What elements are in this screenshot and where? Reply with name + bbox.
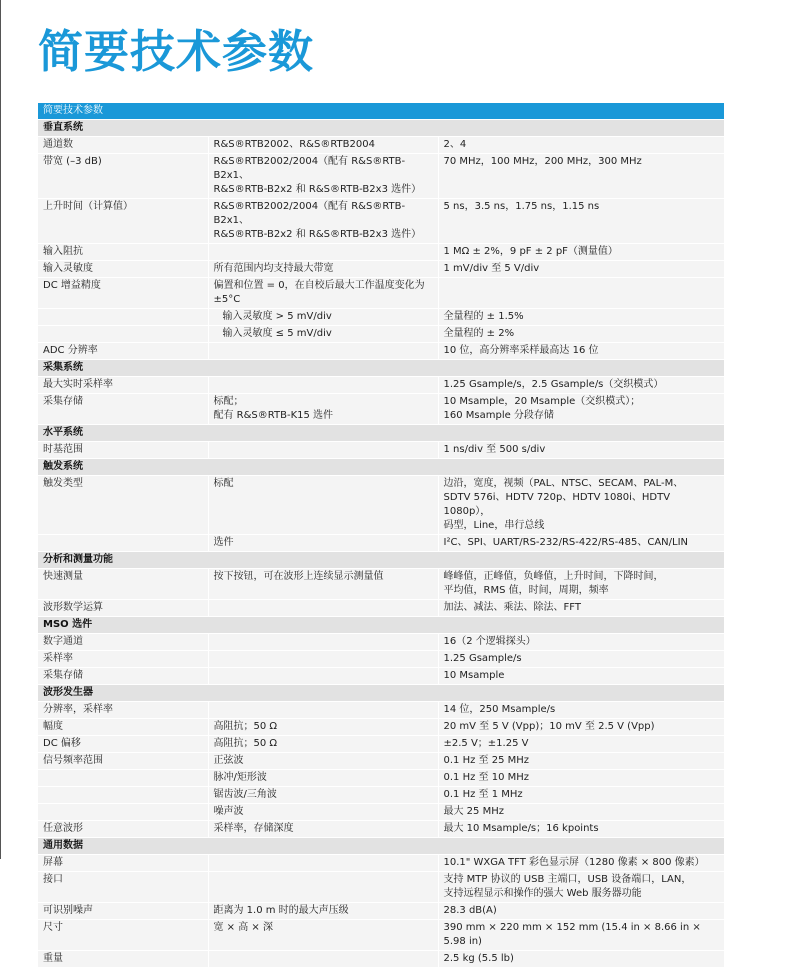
spec-parameter: [38, 804, 208, 821]
section-title: 垂直系统: [38, 120, 724, 137]
spec-value: 1.25 Gsample/s，2.5 Gsample/s（交织模式）: [438, 377, 724, 394]
section-title: 触发系统: [38, 459, 724, 476]
spec-row: [38, 199, 724, 244]
spec-row: [38, 326, 724, 343]
spec-value: 20 mV 至 5 V (Vpp)；10 mV 至 2.5 V (Vpp): [438, 719, 724, 736]
spec-value: 14 位，250 Msample/s: [438, 702, 724, 719]
spec-parameter: DC 偏移: [38, 736, 208, 753]
spec-condition: 标配； 配有 R&S®RTB-K15 选件: [208, 394, 438, 425]
spec-value: 2、4: [438, 137, 724, 154]
spec-parameter: [38, 770, 208, 787]
spec-row: [38, 770, 724, 787]
spec-value: 10.1" WXGA TFT 彩色显示屏（1280 像素 × 800 像素）: [438, 855, 724, 872]
spec-condition: 偏置和位置 = 0，在自校后最大工作温度变化为 ±5°C: [208, 278, 438, 309]
spec-row: [38, 903, 724, 920]
section-header-row: [38, 838, 724, 855]
spec-condition: R&S®RTB2002/2004（配有 R&S®RTB-B2x1、 R&S®RTB-B2x2 和 R&S®RTB-B2x3 选件）: [208, 154, 438, 199]
spec-value: [438, 278, 724, 309]
spec-row: [38, 261, 724, 278]
spec-condition: [208, 244, 438, 261]
spec-row: [38, 668, 724, 685]
spec-value: 加法、减法、乘法、除法、FFT: [438, 600, 724, 617]
spec-value: 1 MΩ ± 2%，9 pF ± 2 pF（测量值）: [438, 244, 724, 261]
spec-condition: [208, 668, 438, 685]
section-title: MSO 选件: [38, 617, 724, 634]
spec-value: 最大 25 MHz: [438, 804, 724, 821]
spec-condition: 所有范围内均支持最大带宽: [208, 261, 438, 278]
spec-value: 0.1 Hz 至 10 MHz: [438, 770, 724, 787]
spec-condition: [208, 951, 438, 968]
spec-condition: [208, 377, 438, 394]
spec-value: 390 mm × 220 mm × 152 mm (15.4 in × 8.66 in × 5.98 in): [438, 920, 724, 951]
spec-parameter: 接口: [38, 872, 208, 903]
spec-condition: [208, 442, 438, 459]
spec-value: 70 MHz，100 MHz，200 MHz，300 MHz: [438, 154, 724, 199]
section-header-row: [38, 360, 724, 377]
spec-condition: 宽 × 高 × 深: [208, 920, 438, 951]
spec-condition: 选件: [208, 535, 438, 552]
section-title: 波形发生器: [38, 685, 724, 702]
spec-value: 16（2 个逻辑探头）: [438, 634, 724, 651]
spec-row: [38, 787, 724, 804]
spec-row: [38, 137, 724, 154]
spec-condition: [208, 343, 438, 360]
spec-parameter: 采集存储: [38, 668, 208, 685]
spec-parameter: 重量: [38, 951, 208, 968]
spec-value: 2.5 kg (5.5 lb): [438, 951, 724, 968]
spec-condition: 高阻抗；50 Ω: [208, 736, 438, 753]
spec-parameter: 采样率: [38, 651, 208, 668]
spec-row: [38, 634, 724, 651]
spec-parameter: 幅度: [38, 719, 208, 736]
spec-parameter: 数字通道: [38, 634, 208, 651]
spec-condition: 采样率，存储深度: [208, 821, 438, 838]
section-header-row: [38, 685, 724, 702]
spec-value: 最大 10 Msample/s；16 kpoints: [438, 821, 724, 838]
spec-condition: 脉冲/矩形波: [208, 770, 438, 787]
spec-condition: 输入灵敏度 > 5 mV/div: [208, 309, 438, 326]
section-title: 通用数据: [38, 838, 724, 855]
spec-row: [38, 309, 724, 326]
spec-value: 全量程的 ± 1.5%: [438, 309, 724, 326]
spec-value: 28.3 dB(A): [438, 903, 724, 920]
left-margin-rule: [0, 0, 1, 859]
spec-value: ±2.5 V；±1.25 V: [438, 736, 724, 753]
section-header-row: [38, 552, 724, 569]
spec-row: [38, 872, 724, 903]
spec-row: [38, 736, 724, 753]
spec-value: 支持 MTP 协议的 USB 主端口，USB 设备端口，LAN， 支持远程显示和操作的强大 Web 服务器功能: [438, 872, 724, 903]
spec-parameter: 时基范围: [38, 442, 208, 459]
spec-condition: 锯齿波/三角波: [208, 787, 438, 804]
spec-parameter: 可识别噪声: [38, 903, 208, 920]
spec-value: 10 Msample: [438, 668, 724, 685]
spec-row: [38, 278, 724, 309]
spec-row: [38, 651, 724, 668]
spec-condition: R&S®RTB2002/2004（配有 R&S®RTB-B2x1、 R&S®RTB-B2x2 和 R&S®RTB-B2x3 选件）: [208, 199, 438, 244]
spec-table-body: [38, 103, 724, 968]
spec-condition: 正弦波: [208, 753, 438, 770]
table-header-label: 简要技术参数: [38, 103, 724, 120]
spec-condition: 输入灵敏度 ≤ 5 mV/div: [208, 326, 438, 343]
spec-row: [38, 600, 724, 617]
spec-row: [38, 343, 724, 360]
spec-parameter: [38, 326, 208, 343]
section-title: 水平系统: [38, 425, 724, 442]
spec-parameter: 输入阻抗: [38, 244, 208, 261]
spec-condition: [208, 651, 438, 668]
spec-parameter: [38, 309, 208, 326]
spec-value: 全量程的 ± 2%: [438, 326, 724, 343]
spec-parameter: 带宽 (–3 dB): [38, 154, 208, 199]
spec-value: 边沿，宽度，视频（PAL、NTSC、SECAM、PAL-M、 SDTV 576i、HDTV 720p、HDTV 1080i、HDTV 1080p）， 码型，Line，串行总线: [438, 476, 724, 535]
spec-row: [38, 569, 724, 600]
section-title: 分析和测量功能: [38, 552, 724, 569]
spec-row: [38, 702, 724, 719]
spec-parameter: 波形数学运算: [38, 600, 208, 617]
spec-condition: [208, 702, 438, 719]
spec-parameter: [38, 787, 208, 804]
section-title: 采集系统: [38, 360, 724, 377]
spec-condition: 高阻抗；50 Ω: [208, 719, 438, 736]
spec-parameter: ADC 分辨率: [38, 343, 208, 360]
spec-condition: 距离为 1.0 m 时的最大声压级: [208, 903, 438, 920]
spec-value: 10 Msample，20 Msample（交织模式）； 160 Msample 分段存储: [438, 394, 724, 425]
spec-row: [38, 951, 724, 968]
spec-row: [38, 244, 724, 261]
spec-parameter: 输入灵敏度: [38, 261, 208, 278]
spec-condition: 按下按钮，可在波形上连续显示测量值: [208, 569, 438, 600]
spec-condition: R&S®RTB2002、R&S®RTB2004: [208, 137, 438, 154]
spec-condition: 标配: [208, 476, 438, 535]
spec-row: [38, 719, 724, 736]
spec-table: [38, 103, 724, 968]
spec-row: [38, 377, 724, 394]
spec-row: [38, 394, 724, 425]
section-header-row: [38, 459, 724, 476]
spec-condition: [208, 855, 438, 872]
spec-value: I²C、SPI、UART/RS-232/RS-422/RS-485、CAN/LIN: [438, 535, 724, 552]
spec-parameter: [38, 535, 208, 552]
spec-row: [38, 753, 724, 770]
spec-value: 1 ns/div 至 500 s/div: [438, 442, 724, 459]
spec-row: [38, 442, 724, 459]
spec-parameter: 尺寸: [38, 920, 208, 951]
spec-condition: [208, 872, 438, 903]
section-header-row: [38, 120, 724, 137]
spec-parameter: 采集存储: [38, 394, 208, 425]
spec-parameter: 信号频率范围: [38, 753, 208, 770]
table-header-row: [38, 103, 724, 120]
spec-condition: [208, 600, 438, 617]
spec-parameter: 上升时间（计算值）: [38, 199, 208, 244]
spec-row: [38, 920, 724, 951]
spec-row: [38, 476, 724, 535]
page-title: 简要技术参数: [38, 25, 315, 78]
spec-parameter: 快速测量: [38, 569, 208, 600]
spec-value: 1 mV/div 至 5 V/div: [438, 261, 724, 278]
spec-parameter: DC 增益精度: [38, 278, 208, 309]
spec-row: [38, 804, 724, 821]
section-header-row: [38, 617, 724, 634]
spec-row: [38, 821, 724, 838]
spec-row: [38, 535, 724, 552]
spec-parameter: 屏幕: [38, 855, 208, 872]
spec-parameter: 任意波形: [38, 821, 208, 838]
spec-parameter: 触发类型: [38, 476, 208, 535]
spec-condition: [208, 634, 438, 651]
spec-value: 0.1 Hz 至 25 MHz: [438, 753, 724, 770]
spec-parameter: 分辨率，采样率: [38, 702, 208, 719]
spec-parameter: 通道数: [38, 137, 208, 154]
spec-value: 10 位，高分辨率采样最高达 16 位: [438, 343, 724, 360]
spec-value: 0.1 Hz 至 1 MHz: [438, 787, 724, 804]
spec-row: [38, 855, 724, 872]
spec-parameter: 最大实时采样率: [38, 377, 208, 394]
spec-value: 1.25 Gsample/s: [438, 651, 724, 668]
section-header-row: [38, 425, 724, 442]
spec-condition: 噪声波: [208, 804, 438, 821]
spec-value: 峰峰值，正峰值，负峰值，上升时间，下降时间， 平均值，RMS 值，时间，周期，频率: [438, 569, 724, 600]
spec-row: [38, 154, 724, 199]
spec-value: 5 ns，3.5 ns，1.75 ns，1.15 ns: [438, 199, 724, 244]
